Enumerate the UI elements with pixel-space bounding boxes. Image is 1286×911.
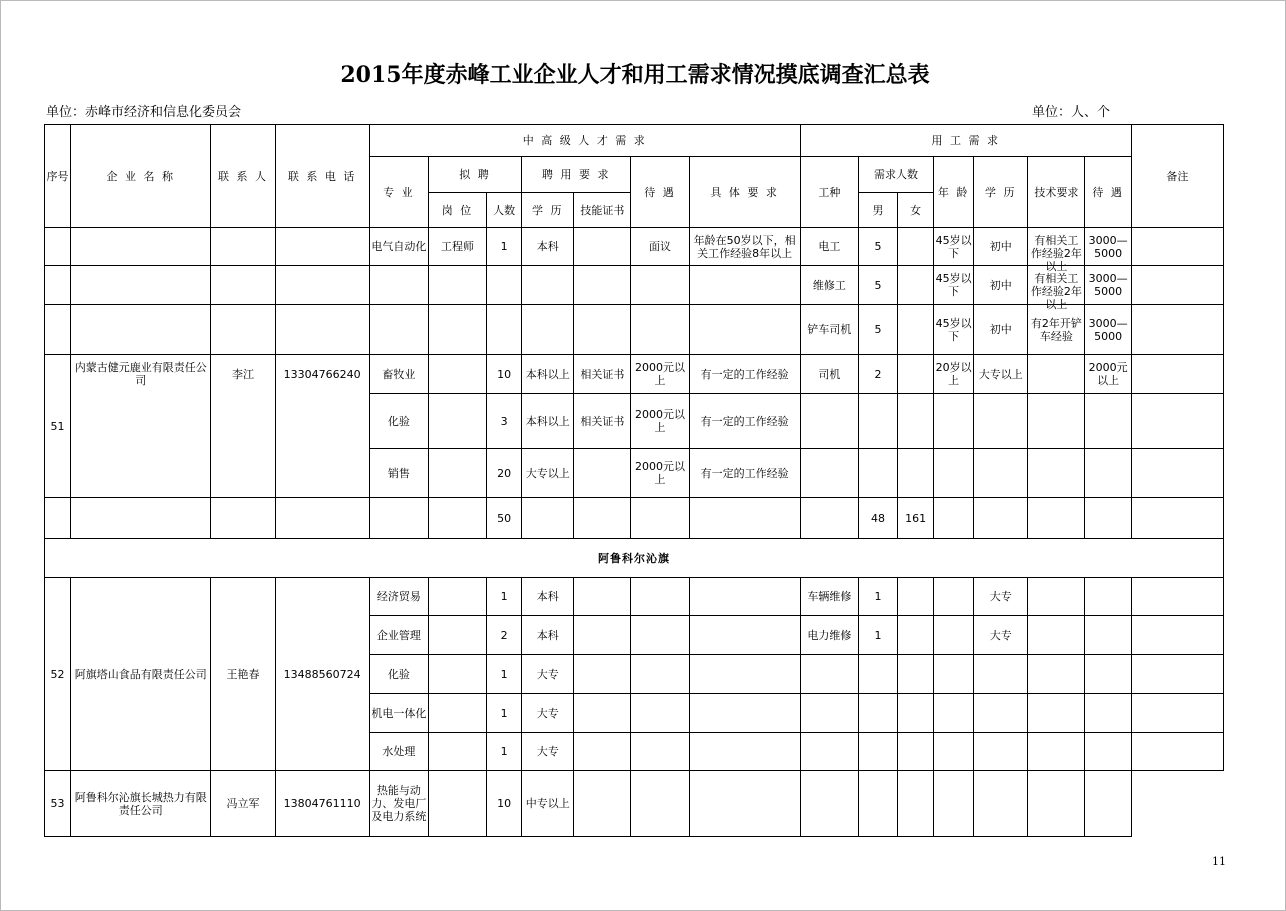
cell-degree: 大专 <box>522 733 574 771</box>
cell-company <box>71 305 211 355</box>
cell-phone <box>275 266 369 305</box>
cell-pay2 <box>1085 498 1131 539</box>
page-number: 11 <box>1212 855 1226 868</box>
cell-tech <box>1028 655 1085 694</box>
cell-pay: 2000元以上 <box>631 394 689 449</box>
cell-degree: 中专以上 <box>522 771 574 837</box>
cell-tech-text: 有相关工作经验2年以上 <box>1030 272 1082 311</box>
cell-job <box>800 498 858 539</box>
header-male: 男 <box>858 193 897 228</box>
cell-remark <box>1131 449 1223 498</box>
cell-post <box>428 305 486 355</box>
cell-pay2 <box>1085 655 1131 694</box>
cell-seq <box>45 228 71 266</box>
cell-female <box>898 266 934 305</box>
cell-seq <box>45 498 71 539</box>
cell-pay <box>631 616 689 655</box>
cell-tech <box>1028 578 1085 616</box>
unit-measure: 单位：人、个 <box>1032 105 1111 120</box>
cell-job <box>800 694 858 733</box>
header-seq: 序号 <box>45 125 71 228</box>
cell-specific <box>689 228 800 266</box>
cell-contact <box>211 305 275 355</box>
cell-remark <box>1131 578 1223 616</box>
cell-specific <box>689 266 800 305</box>
cell-pay2 <box>1085 771 1131 837</box>
cell-job: 铲车司机 <box>800 305 858 355</box>
cell-phone <box>275 498 369 539</box>
cell-remark <box>1131 498 1223 539</box>
cell-company: 内蒙古健元鹿业有限责任公司 <box>71 355 211 498</box>
page-title: 2015年度赤峰工业企业人才和用工需求情况摸底调查汇总表 <box>340 62 930 88</box>
header-company: 企 业 名 称 <box>71 125 211 228</box>
header-plan: 拟 聘 <box>428 157 521 193</box>
cell-pay2 <box>1085 449 1131 498</box>
cell-specific: 有一定的工作经验 <box>689 355 800 394</box>
cell-edu <box>974 449 1028 498</box>
cell-remark <box>1131 655 1223 694</box>
cell-pay: 2000元以上 <box>631 449 689 498</box>
cell-company <box>71 228 211 266</box>
cell-major: 企业管理 <box>369 616 428 655</box>
cell-male: 5 <box>858 266 897 305</box>
cell-post <box>428 498 486 539</box>
table-row <box>45 771 1224 837</box>
cell-degree: 大专以上 <box>522 449 574 498</box>
cell-cert <box>574 694 631 733</box>
cell-post: 工程师 <box>428 228 486 266</box>
cell-remark <box>1131 305 1223 355</box>
cell-edu <box>974 694 1028 733</box>
total-row <box>45 498 1224 539</box>
cell-job <box>800 449 858 498</box>
cell-remark <box>1131 355 1223 394</box>
table-row <box>45 266 1224 305</box>
cell-tech <box>1028 228 1085 273</box>
cell-job: 电力维修 <box>800 616 858 655</box>
cell-cert: 相关证书 <box>574 394 631 449</box>
cell-phone: 13304766240 <box>275 355 369 498</box>
header-treatment: 待 遇 <box>631 157 689 228</box>
cell-male <box>858 733 897 771</box>
cell-count <box>487 266 522 305</box>
cell-edu: 初中 <box>974 266 1028 305</box>
header-count: 人数 <box>487 193 522 228</box>
cell-edu <box>974 498 1028 539</box>
cell-count: 20 <box>487 449 522 498</box>
cell-remark <box>1131 266 1223 305</box>
cell-major: 化验 <box>369 394 428 449</box>
cell-female <box>898 228 934 266</box>
cell-pay <box>631 771 689 837</box>
cell-job: 电工 <box>800 228 858 266</box>
cell-edu: 初中 <box>974 305 1028 355</box>
cell-edu: 初中 <box>974 228 1028 266</box>
cell-age: 45岁以下 <box>934 305 974 355</box>
cell-male: 48 <box>858 498 897 539</box>
cell-cert: 相关证书 <box>574 355 631 394</box>
cell-cert <box>574 498 631 539</box>
header-remarks: 备注 <box>1131 125 1223 228</box>
cell-age: 45岁以下 <box>934 266 974 305</box>
cell-edu: 大专 <box>974 578 1028 616</box>
cell-contact: 冯立军 <box>211 771 275 837</box>
cell-female <box>898 694 934 733</box>
cell-age <box>934 655 974 694</box>
cell-major: 销售 <box>369 449 428 498</box>
cell-specific <box>689 578 800 616</box>
cell-male: 2 <box>858 355 897 394</box>
cell-cert <box>574 449 631 498</box>
header-talent-group: 中 高 级 人 才 需 求 <box>369 125 800 157</box>
cell-pay2: 3000—5000 <box>1085 266 1131 305</box>
cell-female <box>898 305 934 355</box>
cell-company <box>71 498 211 539</box>
table-row <box>45 355 1224 394</box>
cell-age <box>934 578 974 616</box>
header-hire-req: 聘 用 要 求 <box>522 157 631 193</box>
cell-major <box>369 266 428 305</box>
cell-age: 45岁以下 <box>934 228 974 266</box>
header-labor-group: 用 工 需 求 <box>800 125 1131 157</box>
cell-pay <box>631 266 689 305</box>
cell-specific <box>689 694 800 733</box>
table-row <box>45 305 1224 355</box>
region-heading: 阿鲁科尔沁旗 <box>45 539 1224 578</box>
header-tech-req: 技术要求 <box>1028 157 1085 228</box>
table-row <box>45 578 1224 616</box>
cell-remark <box>1131 394 1223 449</box>
cell-count: 10 <box>487 771 522 837</box>
cell-post <box>428 655 486 694</box>
cell-count: 1 <box>487 578 522 616</box>
cell-edu <box>974 394 1028 449</box>
cell-post <box>428 694 486 733</box>
cell-major: 机电一体化 <box>369 694 428 733</box>
cell-female <box>898 578 934 616</box>
cell-tech <box>1028 449 1085 498</box>
header-education: 学 历 <box>974 157 1028 228</box>
cell-pay <box>631 305 689 355</box>
cell-major: 畜牧业 <box>369 355 428 394</box>
cell-pay2: 3000—5000 <box>1085 305 1131 355</box>
cell-major: 电气自动化 <box>369 228 428 266</box>
cell-major: 经济贸易 <box>369 578 428 616</box>
cell-tech <box>1028 616 1085 655</box>
cell-age <box>934 694 974 733</box>
cell-female <box>898 733 934 771</box>
cell-degree: 本科以上 <box>522 394 574 449</box>
header-specific: 具 体 要 求 <box>689 157 800 228</box>
cell-company <box>71 266 211 305</box>
cell-specific <box>689 616 800 655</box>
cell-contact <box>211 228 275 266</box>
cell-contact: 李江 <box>211 355 275 498</box>
cell-remark <box>1131 733 1223 771</box>
cell-degree: 本科 <box>522 616 574 655</box>
cell-post <box>428 733 486 771</box>
cell-count: 1 <box>487 694 522 733</box>
cell-female <box>898 771 934 837</box>
header-major: 专 业 <box>369 157 428 228</box>
cell-seq: 51 <box>45 355 71 498</box>
cell-male: 1 <box>858 616 897 655</box>
cell-contact <box>211 266 275 305</box>
cell-count: 2 <box>487 616 522 655</box>
cell-remark <box>1131 694 1223 733</box>
cell-tech <box>1028 355 1085 394</box>
cell-cert <box>574 305 631 355</box>
cell-post <box>428 394 486 449</box>
cell-male: 1 <box>858 578 897 616</box>
cell-phone: 13488560724 <box>275 578 369 771</box>
cell-male <box>858 771 897 837</box>
header-post: 岗 位 <box>428 193 486 228</box>
cell-seq <box>45 305 71 355</box>
cell-pay2 <box>1085 616 1131 655</box>
cell-pay <box>631 498 689 539</box>
header-row-1 <box>45 125 1224 157</box>
cell-seq <box>45 266 71 305</box>
cell-specific <box>689 733 800 771</box>
header-treatment-2: 待 遇 <box>1085 157 1131 228</box>
cell-age <box>934 449 974 498</box>
cell-major <box>369 305 428 355</box>
cell-specific <box>689 498 800 539</box>
cell-male <box>858 694 897 733</box>
table-row <box>45 228 1224 266</box>
cell-job: 车辆维修 <box>800 578 858 616</box>
cell-age <box>934 394 974 449</box>
cell-cert <box>574 733 631 771</box>
cell-phone: 13804761110 <box>275 771 369 837</box>
cell-specific: 有一定的工作经验 <box>689 449 800 498</box>
cell-male: 5 <box>858 228 897 266</box>
cell-count: 1 <box>487 733 522 771</box>
cell-pay: 2000元以上 <box>631 355 689 394</box>
cell-age <box>934 498 974 539</box>
cell-edu: 大专 <box>974 616 1028 655</box>
header-female: 女 <box>898 193 934 228</box>
cell-degree: 本科以上 <box>522 355 574 394</box>
cell-degree <box>522 266 574 305</box>
cell-pay <box>631 655 689 694</box>
cell-female <box>898 355 934 394</box>
header-degree: 学 历 <box>522 193 574 228</box>
cell-tech <box>1028 266 1085 311</box>
cell-job <box>800 771 858 837</box>
cell-edu <box>974 733 1028 771</box>
cell-remark <box>1131 771 1223 837</box>
cell-seq: 53 <box>45 771 71 837</box>
cell-company: 阿鲁科尔沁旗长城热力有限责任公司 <box>71 771 211 837</box>
cell-edu: 大专以上 <box>974 355 1028 394</box>
cell-phone <box>275 228 369 266</box>
cell-female <box>898 616 934 655</box>
cell-major: 水处理 <box>369 733 428 771</box>
cell-edu <box>974 655 1028 694</box>
cell-pay2: 3000—5000 <box>1085 228 1131 266</box>
cell-degree <box>522 498 574 539</box>
cell-cert <box>574 266 631 305</box>
cell-tech-text: 有相关工作经验2年以上 <box>1030 233 1082 273</box>
cell-job <box>800 394 858 449</box>
cell-post <box>428 616 486 655</box>
cell-cert <box>574 228 631 266</box>
cell-tech <box>1028 771 1085 837</box>
unit-organization: 单位：赤峰市经济和信息化委员会 <box>46 105 242 120</box>
cell-female: 161 <box>898 498 934 539</box>
cell-phone <box>275 305 369 355</box>
cell-pay <box>631 578 689 616</box>
header-phone: 联 系 电 话 <box>275 125 369 228</box>
cell-degree: 本科 <box>522 228 574 266</box>
cell-cert <box>574 655 631 694</box>
cell-post <box>428 266 486 305</box>
cell-major: 热能与动力、发电厂及电力系统 <box>369 771 428 837</box>
cell-female <box>898 394 934 449</box>
cell-pay <box>631 733 689 771</box>
cell-specific: 有一定的工作经验 <box>689 394 800 449</box>
cell-degree: 大专 <box>522 694 574 733</box>
cell-age: 20岁以上 <box>934 355 974 394</box>
cell-job <box>800 733 858 771</box>
cell-contact: 王艳春 <box>211 578 275 771</box>
cell-remark <box>1131 616 1223 655</box>
cell-age <box>934 733 974 771</box>
cell-degree: 大专 <box>522 655 574 694</box>
cell-post <box>428 355 486 394</box>
cell-job: 维修工 <box>800 266 858 305</box>
cell-remark <box>1131 228 1223 266</box>
cell-male <box>858 655 897 694</box>
cell-post <box>428 449 486 498</box>
cell-specific-text: 年龄在50岁以下，相关工作经验8年以上 <box>693 233 796 260</box>
cell-male <box>858 394 897 449</box>
cell-post <box>428 771 486 837</box>
cell-edu <box>974 771 1028 837</box>
cell-male: 5 <box>858 305 897 355</box>
cell-count: 1 <box>487 655 522 694</box>
cell-degree <box>522 305 574 355</box>
cell-male <box>858 449 897 498</box>
cell-post <box>428 578 486 616</box>
cell-female <box>898 655 934 694</box>
cell-female <box>898 449 934 498</box>
header-demand-count: 需求人数 <box>858 157 933 193</box>
header-job-type: 工种 <box>800 157 858 228</box>
cell-job <box>800 655 858 694</box>
cell-contact <box>211 498 275 539</box>
cell-cert <box>574 771 631 837</box>
header-contact: 联 系 人 <box>211 125 275 228</box>
cell-count: 50 <box>487 498 522 539</box>
cell-tech <box>1028 733 1085 771</box>
survey-table <box>44 124 1224 837</box>
cell-company: 阿旗塔山食品有限责任公司 <box>71 578 211 771</box>
cell-pay2 <box>1085 733 1131 771</box>
cell-pay2: 2000元以上 <box>1085 355 1131 394</box>
cell-cert <box>574 616 631 655</box>
cell-pay2 <box>1085 694 1131 733</box>
cell-age <box>934 771 974 837</box>
cell-major <box>369 498 428 539</box>
cell-specific <box>689 655 800 694</box>
cell-pay <box>631 694 689 733</box>
cell-job: 司机 <box>800 355 858 394</box>
cell-count: 10 <box>487 355 522 394</box>
cell-pay2 <box>1085 578 1131 616</box>
cell-count: 3 <box>487 394 522 449</box>
region-row <box>45 539 1224 578</box>
cell-age <box>934 616 974 655</box>
cell-count <box>487 305 522 355</box>
cell-cert <box>574 578 631 616</box>
cell-tech <box>1028 498 1085 539</box>
cell-tech <box>1028 394 1085 449</box>
cell-degree: 本科 <box>522 578 574 616</box>
cell-tech <box>1028 694 1085 733</box>
cell-major: 化验 <box>369 655 428 694</box>
cell-pay2 <box>1085 394 1131 449</box>
cell-specific <box>689 771 800 837</box>
cell-tech: 有2年开铲车经验 <box>1028 305 1085 355</box>
cell-seq: 52 <box>45 578 71 771</box>
header-certificate: 技能证书 <box>574 193 631 228</box>
cell-pay: 面议 <box>631 228 689 266</box>
header-age: 年 龄 <box>934 157 974 228</box>
cell-specific <box>689 305 800 355</box>
cell-count: 1 <box>487 228 522 266</box>
